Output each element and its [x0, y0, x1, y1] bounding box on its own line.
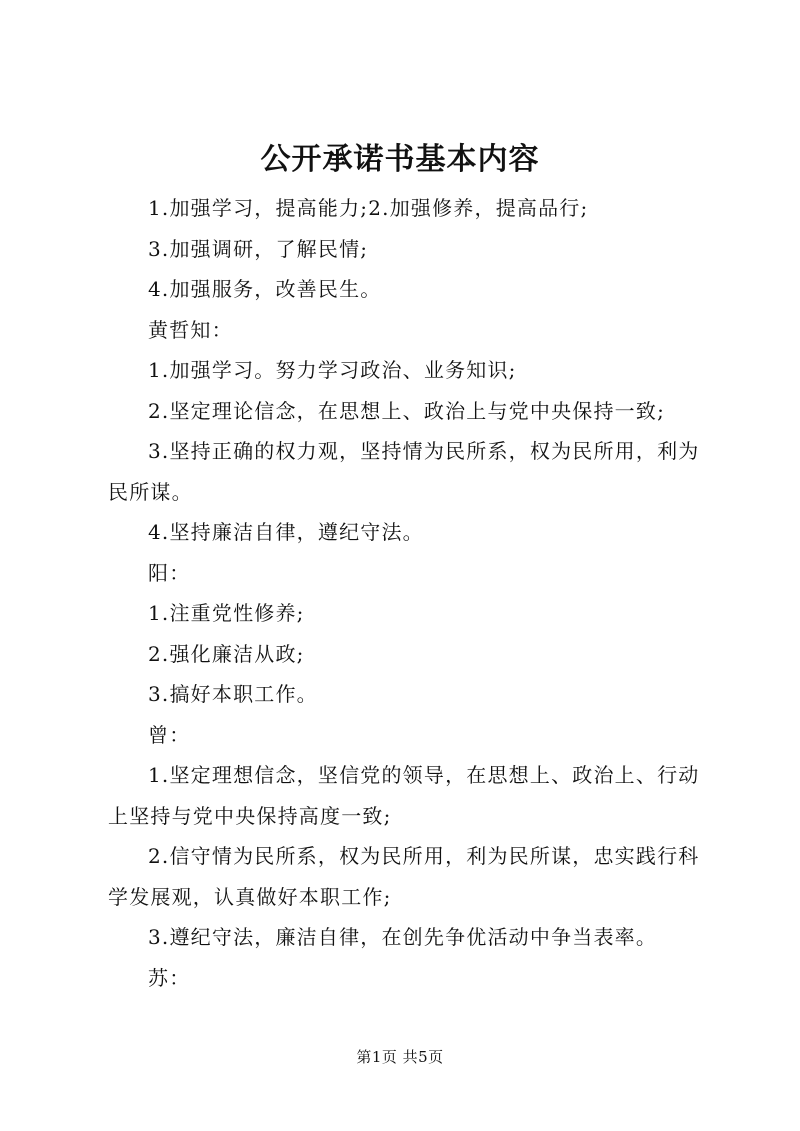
paragraph: 2.坚定理论信念，在思想上、政治上与党中央保持一致; — [148, 398, 666, 423]
paragraph: 3.搞好本职工作。 — [148, 682, 318, 706]
document-title: 公开承诺书基本内容 — [260, 142, 540, 177]
paragraph: 1.坚定理想信念，坚信党的领导，在思想上、政治上、行动上坚持与党中央保持高度一致; — [108, 763, 700, 828]
paragraph-speaker: 曾： — [148, 722, 191, 747]
paragraph: 1.注重党性修养; — [148, 601, 305, 625]
document-body — [108, 188, 708, 998]
paragraph-speaker: 阳： — [148, 560, 191, 585]
paragraph-speaker: 苏： — [148, 965, 191, 990]
paragraph-speaker: 黄哲知： — [148, 317, 233, 342]
paragraph: 1.加强学习。努力学习政治、业务知识; — [148, 358, 517, 382]
paragraph: 4.坚持廉洁自律，遵纪守法。 — [148, 520, 424, 544]
paragraph: 3.加强调研，了解民情; — [148, 236, 369, 261]
paragraph: 1.加强学习，提高能力;2.加强修养，提高品行; — [148, 196, 589, 220]
paragraph: 2.强化廉洁从政; — [148, 641, 305, 666]
paragraph: 4.加强服务，改善民生。 — [148, 277, 382, 301]
paragraph: 3.坚持正确的权力观，坚持情为民所系，权为民所用，利为民所谋。 — [108, 439, 700, 504]
paragraph: 2.信守情为民所系，权为民所用，利为民所谋，忠实践行科学发展观，认真做好本职工作; — [108, 844, 700, 909]
page-footer: 第1页 共5页 — [356, 1048, 444, 1066]
paragraph: 3.遵纪守法，廉洁自律，在创先争优活动中争当表率。 — [148, 925, 658, 949]
